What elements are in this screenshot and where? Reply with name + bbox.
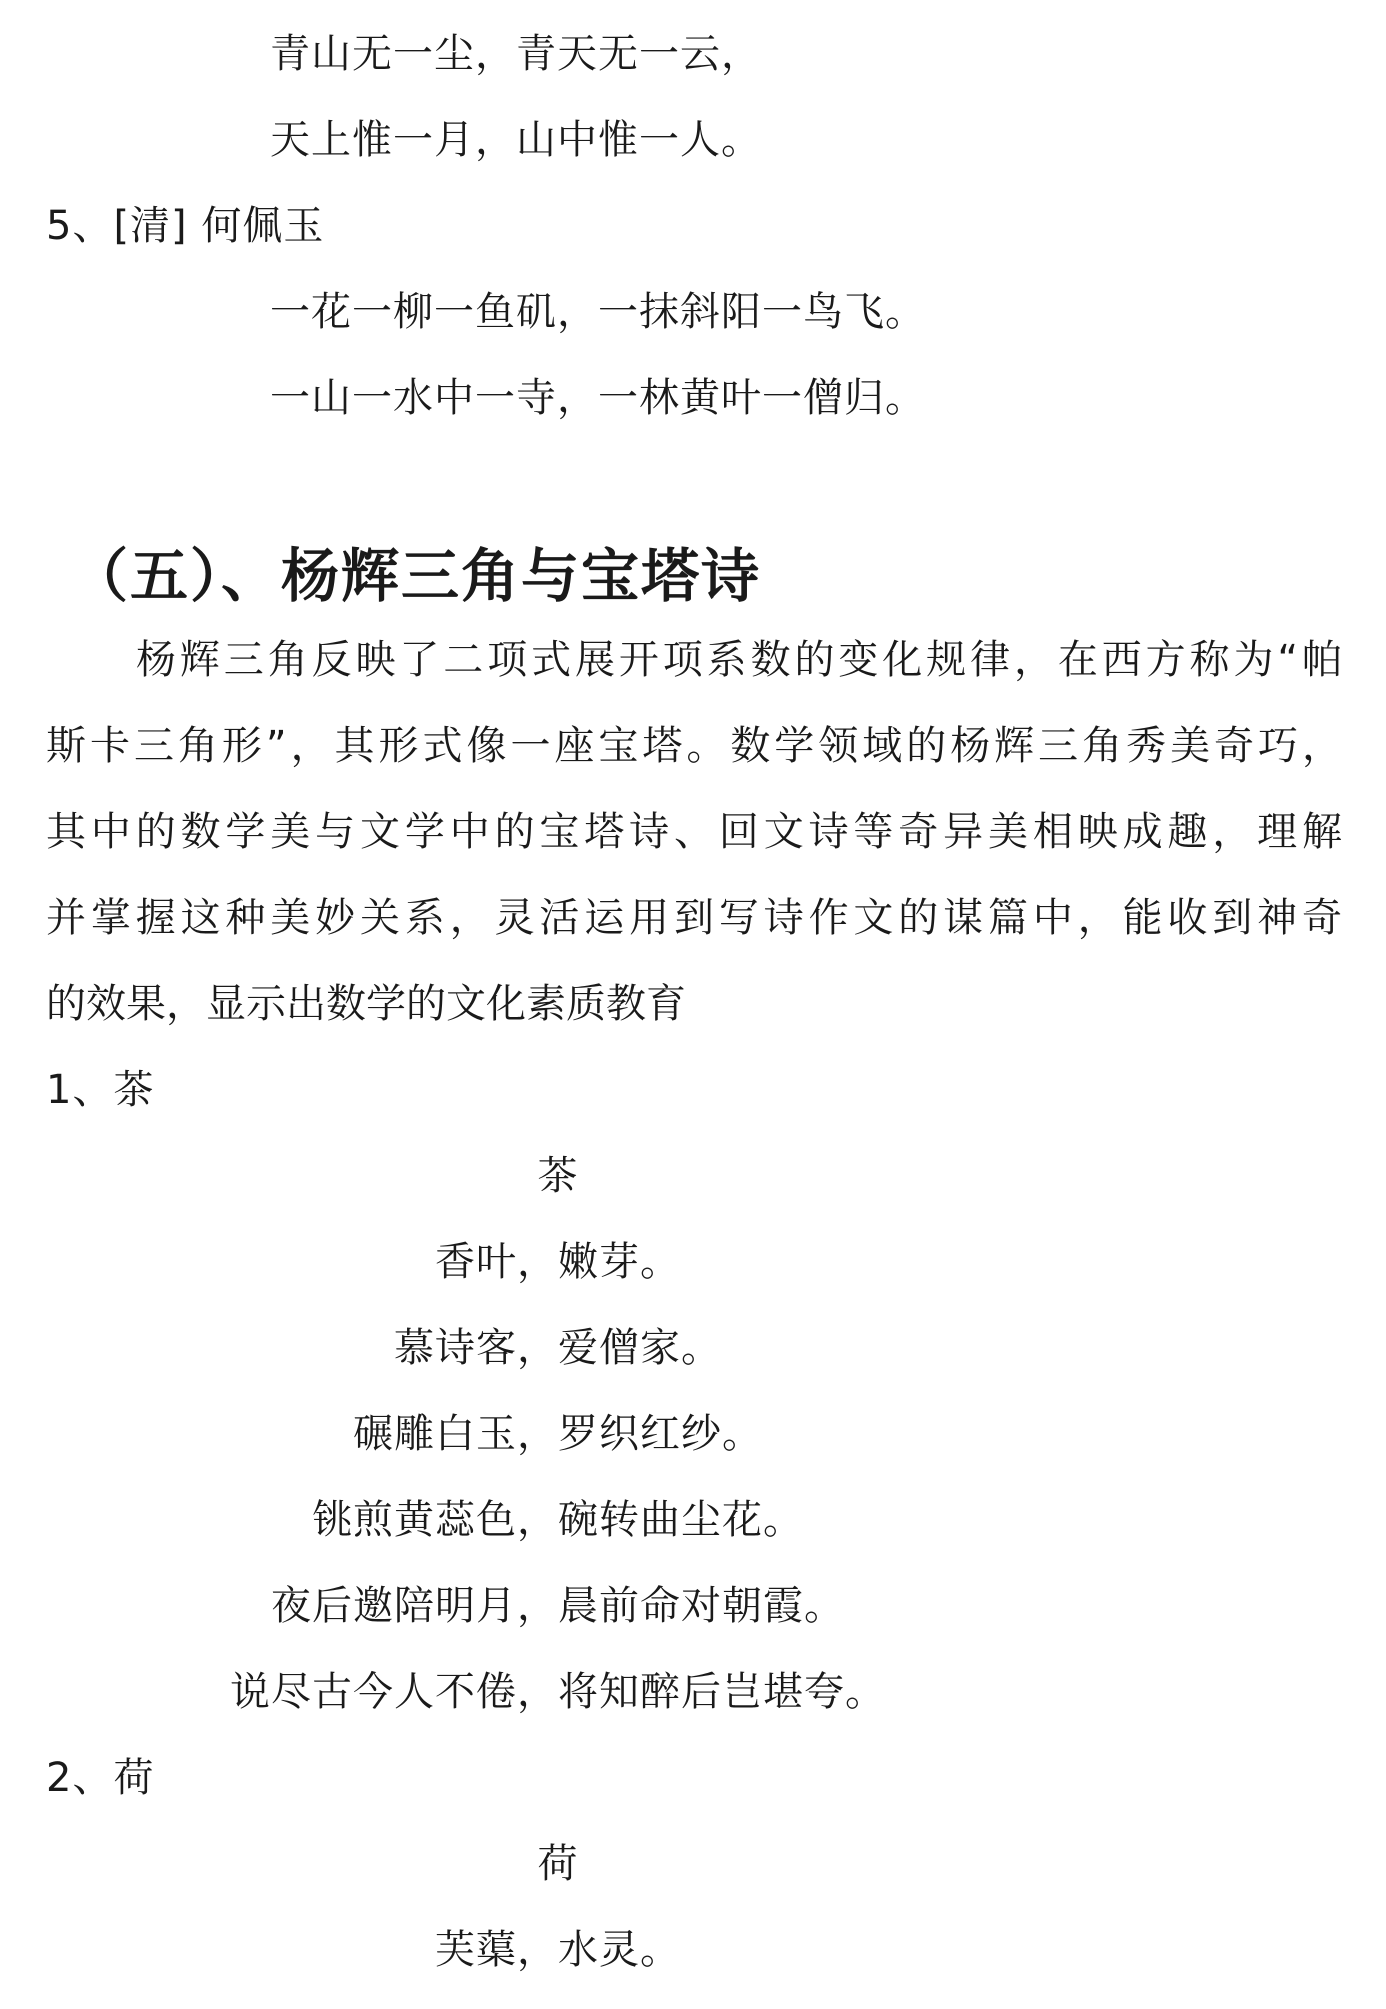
poem-line: 一山一水中一寺，一林黄叶一僧归。 <box>270 375 926 421</box>
pagoda-line: 慕诗客，爱僧家。 <box>394 1325 722 1371</box>
item-header: 5、[清] 何佩玉 <box>46 203 325 249</box>
pagoda-line: 夜后邀陪明月，晨前命对朝霞。 <box>271 1583 845 1629</box>
paragraph-line: 其中的数学美与文学中的宝塔诗、回文诗等奇异美相映成趣，理解 <box>46 809 1342 855</box>
pagoda-line: 铫煎黄蕊色，碗转曲尘花。 <box>312 1497 804 1543</box>
pagoda-line: 香叶，嫩芽。 <box>435 1239 681 1285</box>
section-heading: （五）、杨辉三角与宝塔诗 <box>70 542 762 610</box>
pagoda-line: 说尽古今人不倦，将知醉后岂堪夸。 <box>230 1669 886 1715</box>
paragraph-line: 的效果，显示出数学的文化素质教育 <box>46 981 686 1027</box>
poem-line: 一花一柳一鱼矶，一抹斜阳一鸟飞。 <box>270 289 926 335</box>
pagoda-line: 茶 <box>537 1153 579 1199</box>
paragraph-line: 斯卡三角形”，其形式像一座宝塔。数学领域的杨辉三角秀美奇巧， <box>46 723 1342 769</box>
pagoda-line: 芙蕖，水灵。 <box>435 1927 681 1973</box>
item-header: 1、茶 <box>46 1067 155 1113</box>
paragraph-line: 并掌握这种美妙关系，灵活运用到写诗作文的谋篇中，能收到神奇 <box>46 895 1342 941</box>
paragraph-line: 杨辉三角反映了二项式展开项系数的变化规律，在西方称为“帕 <box>136 637 1342 683</box>
item-header: 2、荷 <box>46 1755 155 1801</box>
pagoda-line: 碾雕白玉，罗织红纱。 <box>353 1411 763 1457</box>
pagoda-line: 荷 <box>537 1841 579 1887</box>
poem-line: 青山无一尘，青天无一云， <box>270 31 762 77</box>
poem-line: 天上惟一月，山中惟一人。 <box>270 117 762 163</box>
